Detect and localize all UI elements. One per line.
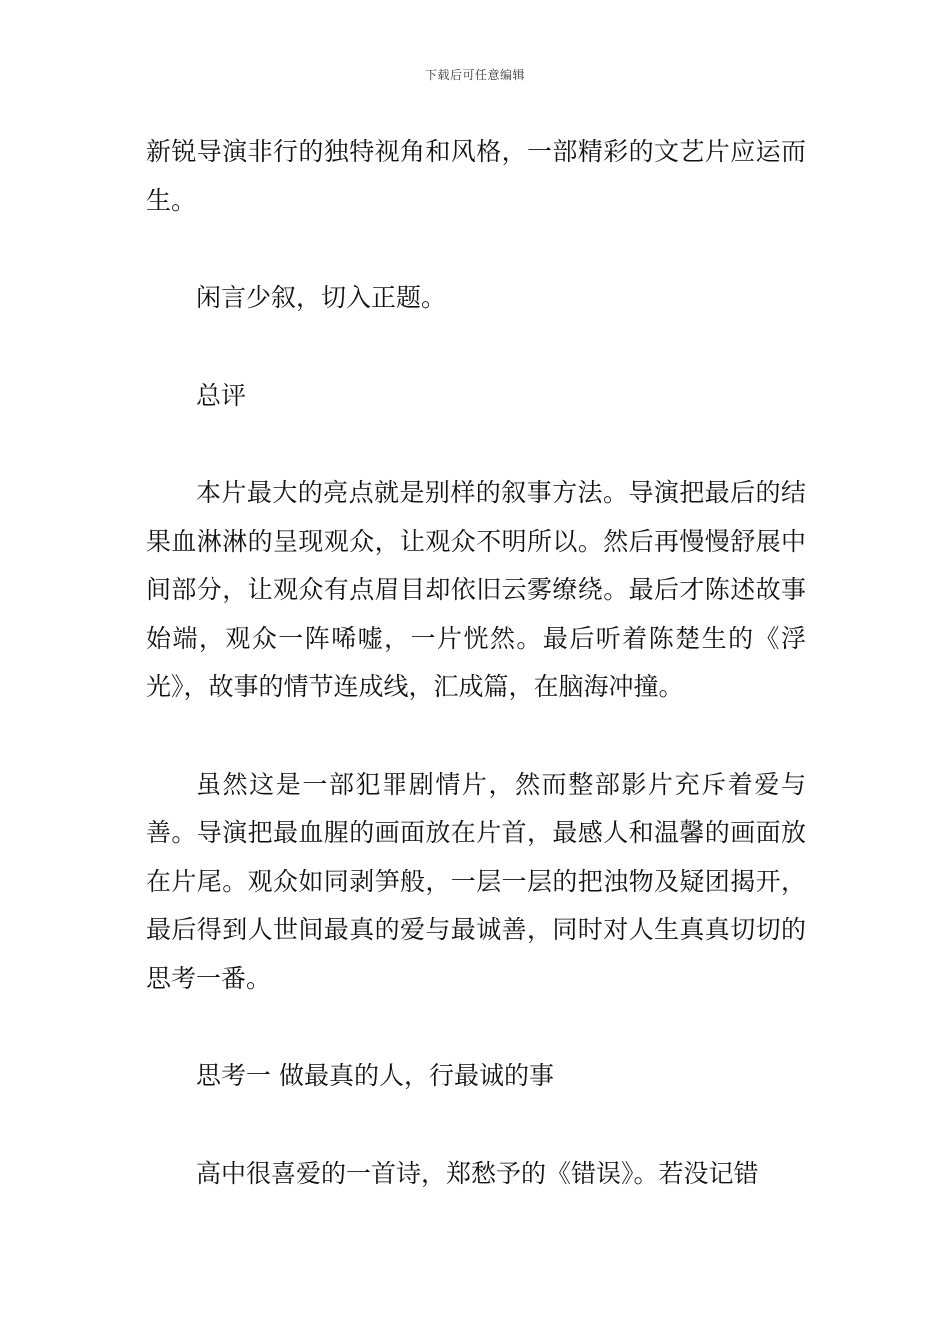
section-heading-overall-review: 总评 [196, 380, 247, 410]
paragraph-crime-drama: 虽然这是一部犯罪剧情片，然而整部影片充斥着爱与善。导演把最血腥的画面放在片首，最感人和温馨的画面放在片尾。观众如同剥笋般，一层一层的把浊物及疑团揭开，最后得到人世间最真的爱与最诚善，同时对人生真真切切的思考一番。 [146, 769, 806, 993]
paragraph-transition: 闲言少叙，切入正题。 [196, 283, 447, 312]
paragraph-poem: 高中很喜爱的一首诗，郑愁予的《错误》。若没记错 [196, 1158, 759, 1188]
paragraph-narrative-method: 本片最大的亮点就是别样的叙事方法。导演把最后的结果血淋淋的呈现观众，让观众不明所以。然后再慢慢舒展中间部分，让观众有点眉目却依旧云雾缭绕。最后才陈述故事始端，观众一阵唏嘘，一片恍然。最后听着陈楚生的《浮光》，故事的情节连成线，汇成篇，在脑海冲撞。 [146, 478, 806, 701]
section-heading-thought-one: 思考一 做最真的人，行最诚的事 [196, 1061, 554, 1090]
document-body [146, 128, 806, 1198]
paragraph-intro-continuation: 新锐导演非行的独特视角和风格，一部精彩的文艺片应运而生。 [146, 137, 806, 215]
page-header: 下载后可任意编辑 [424, 68, 525, 82]
